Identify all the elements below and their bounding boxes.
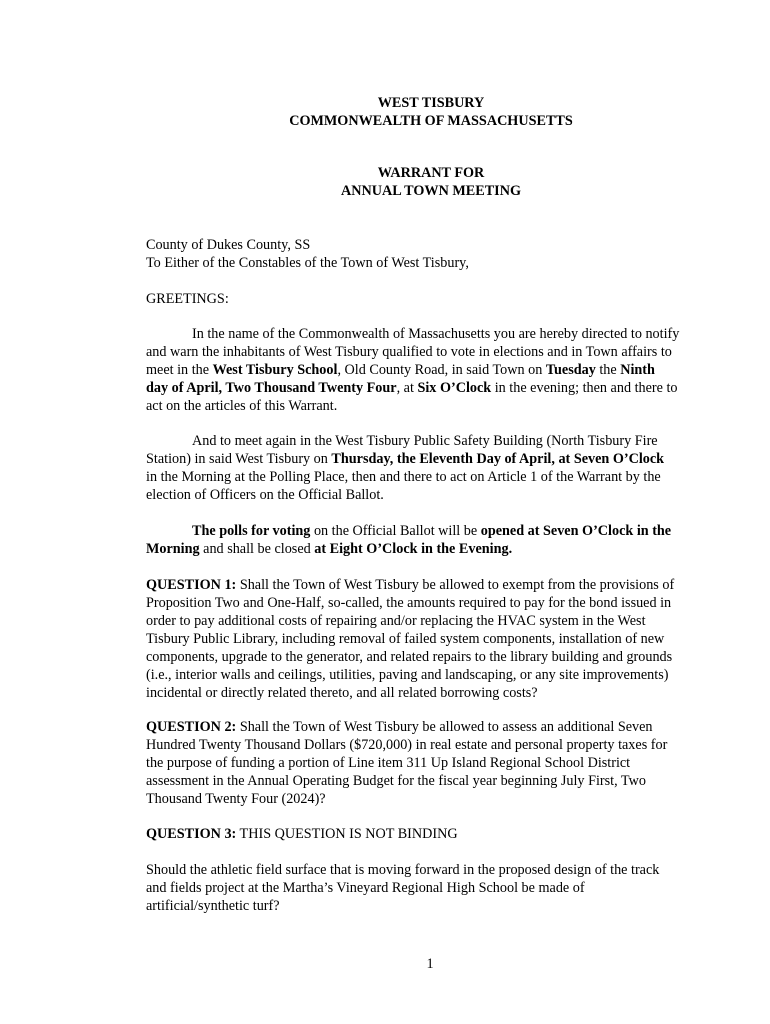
warrant-header xyxy=(146,164,716,200)
question-2: QUESTION 2: Shall the Town of West Tisbury be allowed to assess an additional Seven Hundred Twenty Thousand Dollars ($720,000) in real estate and personal property taxes for the purpose of funding a portion of Line item 311 Up Island Regional School District assessment in the Annual Operating Budget for the fiscal year beginning July First, Two Thousand Twenty Four (2024)? xyxy=(146,719,668,807)
paragraph-polling-place: And to meet again in the West Tisbury Public Safety Building (North Tisbury Fire Station) in said West Tisbury on Thursday, the Eleventh Day of April, at Seven O’Clock in the Morning at the Polling Place, then and there to act on Article 1 of the Warrant by the election of Officers on the Official Ballot. xyxy=(146,433,665,503)
question-1: QUESTION 1: Shall the Town of West Tisbury be allowed to exempt from the provisions of Proposition Two and One-Half, so-called, the amounts required to pay for the bond issued in order to pay additional costs of repairing and/or replacing the HVAC system in the West Tisbury Public Library, including removal of failed system components, installation of new components, upgrade to the generator, and related repairs to the library building and grounds (i.e., interior walls and ceilings, utilities, paving and landscaping, or any site improvements) incidental or directly related thereto, and all related borrowing costs? xyxy=(146,577,675,701)
header-commonwealth: COMMONWEALTH OF MASSACHUSETTS xyxy=(289,113,573,129)
question-3-text: Should the athletic field surface that is moving forward in the proposed design of the track and fields project at the Martha’s Vineyard Regional High School be made of artificial/synthetic turf? xyxy=(146,862,660,914)
address-county: County of Dukes County, SS xyxy=(146,237,311,253)
question-3-label: QUESTION 3: xyxy=(146,826,237,842)
header-meeting: ANNUAL TOWN MEETING xyxy=(340,183,521,199)
paragraph-meeting-notice: In the name of the Commonwealth of Massachusetts you are hereby directed to notify and warn the inhabitants of West Tisbury qualified to vote in elections and in Town affairs to meet in the West Tisbury School, Old County Road, in said Town on Tuesday the Ninth day of April, Two Thousand Twenty Four, at Six O’Clock in the evening; then and there to act on the articles of this Warrant. xyxy=(146,326,680,414)
town-header xyxy=(146,94,716,130)
question-3: QUESTION 3: THIS QUESTION IS NOT BINDING xyxy=(146,826,458,842)
paragraph-polls-hours: The polls for voting on the Official Ballot will be opened at Seven O’Clock in the Morning and shall be closed at Eight O’Clock in the Evening. xyxy=(146,523,672,557)
page-number: 1 xyxy=(426,956,434,972)
header-town: WEST TISBURY xyxy=(377,95,485,111)
question-2-label: QUESTION 2: xyxy=(146,719,237,735)
greetings: GREETINGS: xyxy=(146,291,229,307)
address-constables: To Either of the Constables of the Town of West Tisbury, xyxy=(146,255,469,271)
address-block xyxy=(146,236,720,272)
question-1-label: QUESTION 1: xyxy=(146,577,237,593)
header-warrant: WARRANT FOR xyxy=(377,165,485,181)
